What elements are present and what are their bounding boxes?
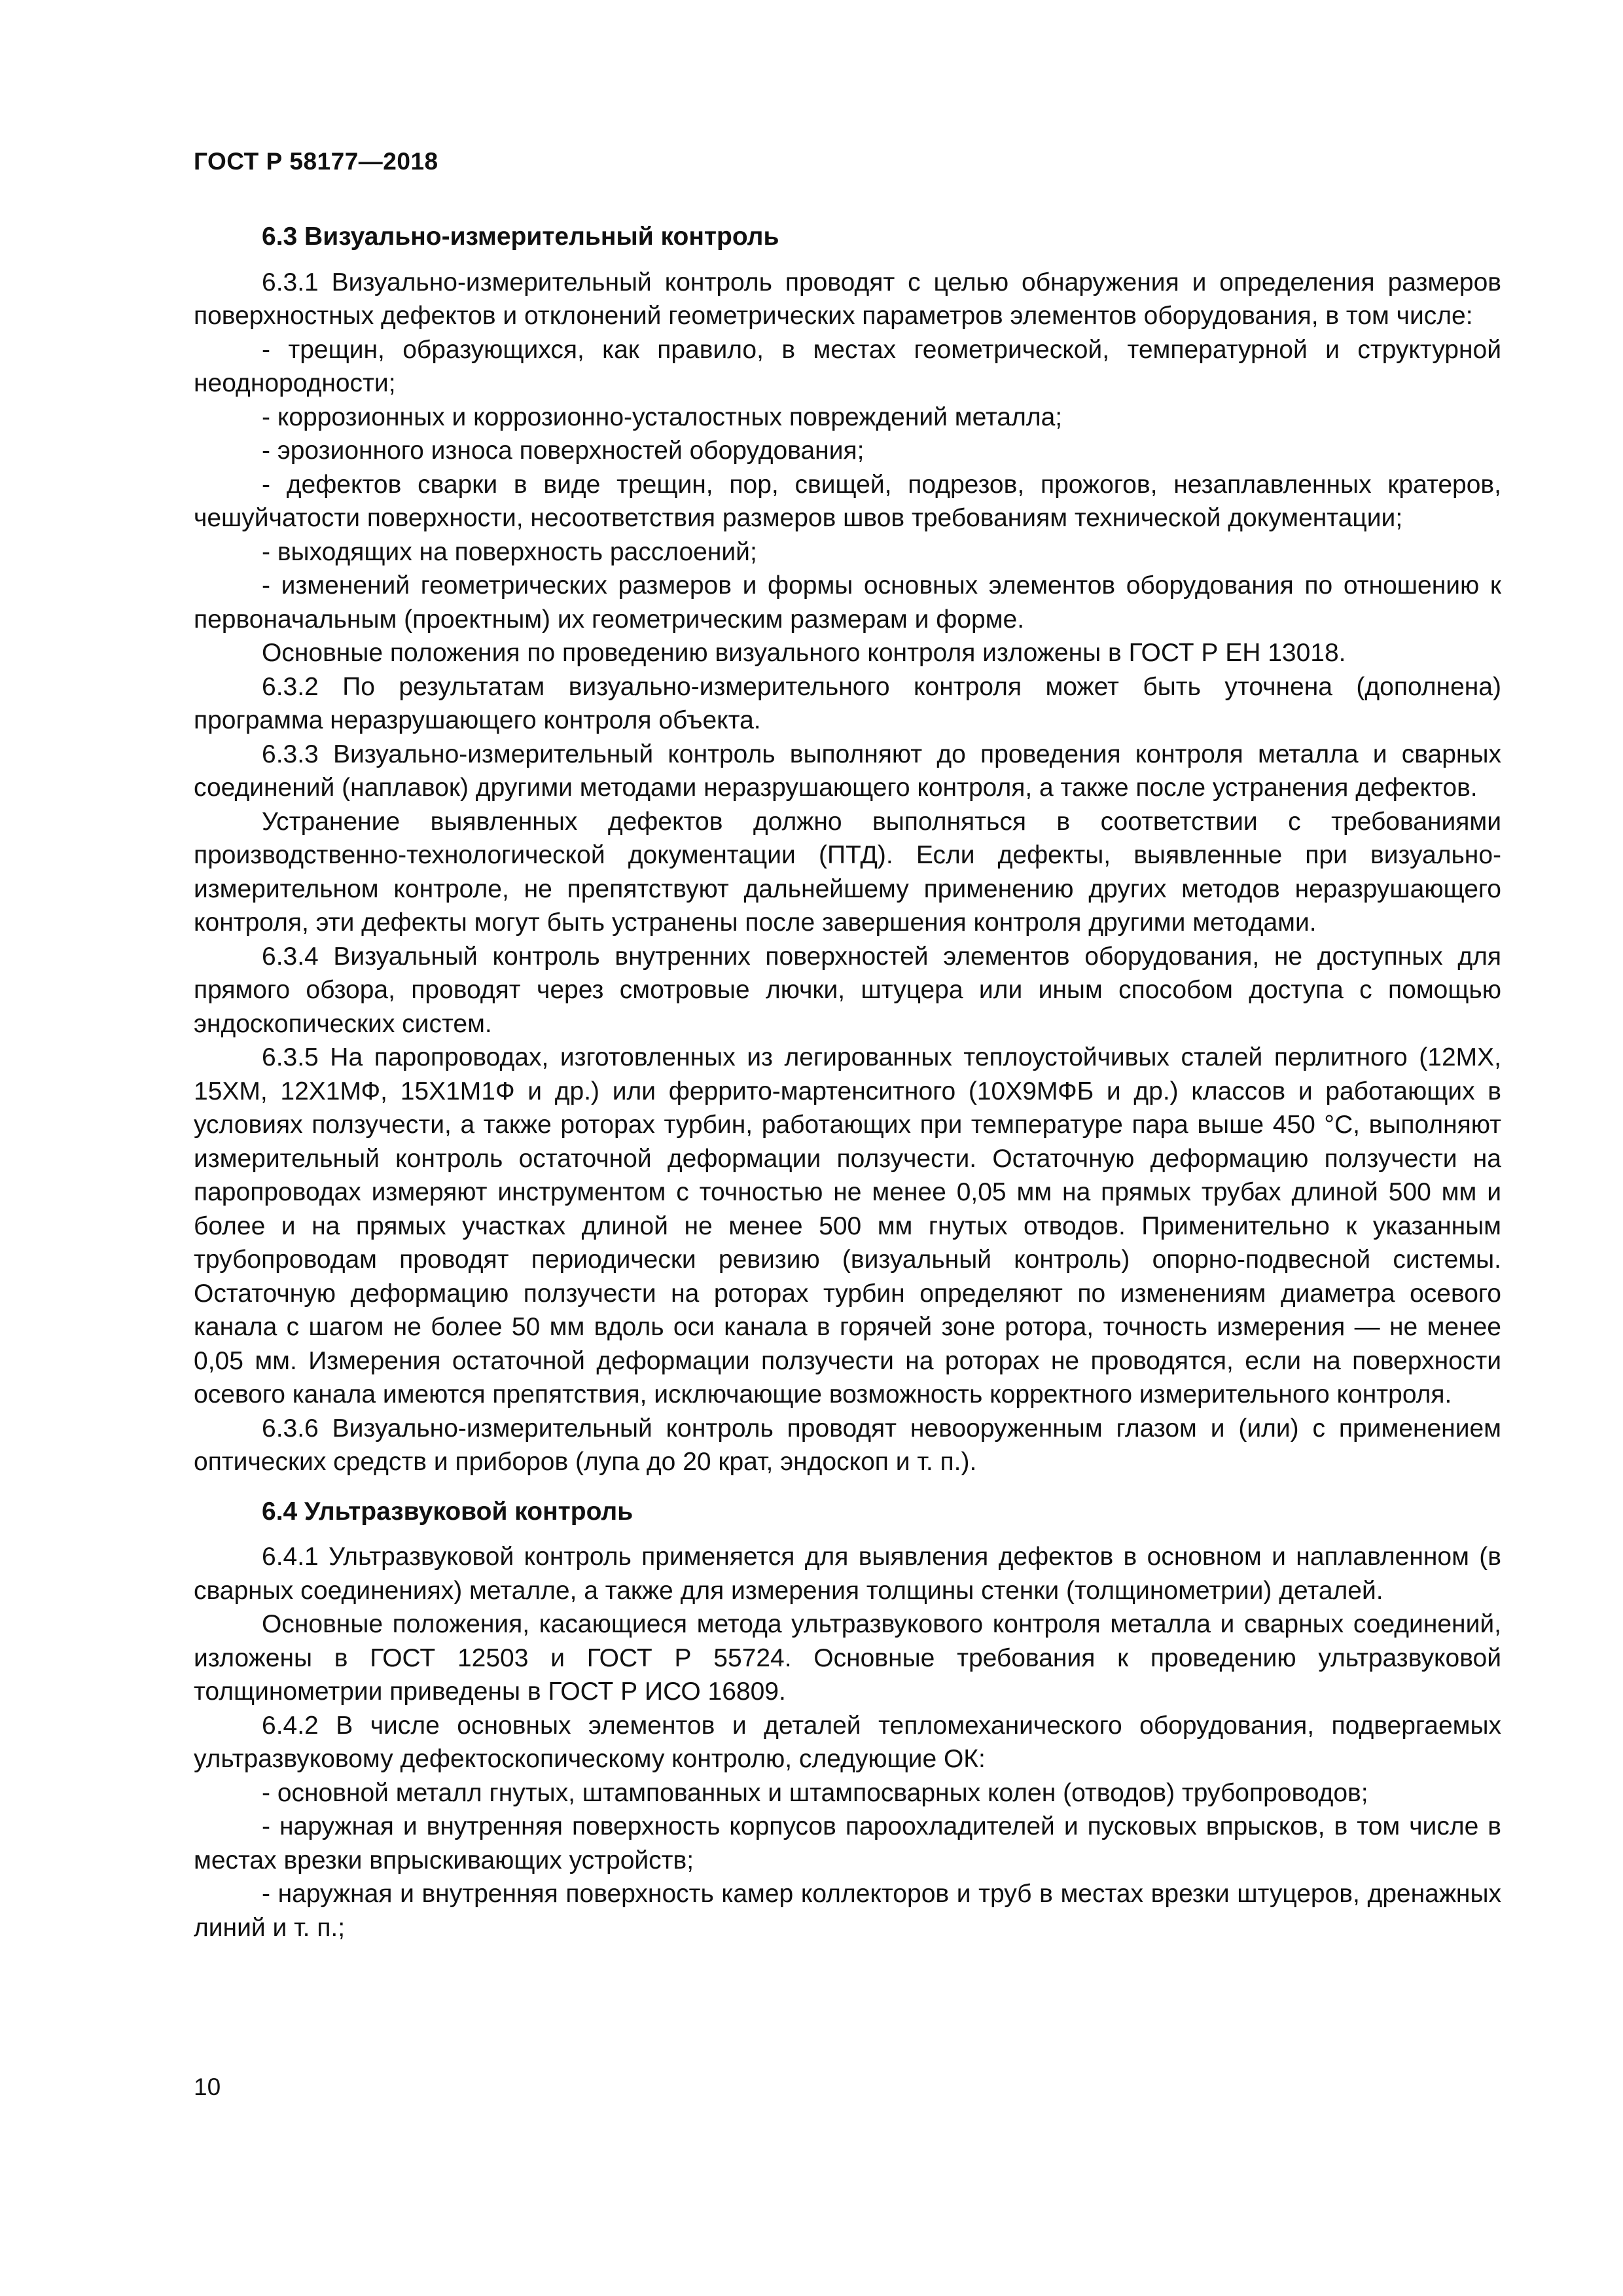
paragraph: 6.3.5 На паропроводах, изготовленных из легированных теплоустойчивых сталей перлитного (12МХ, 15ХМ, 12Х1МФ, 15Х1М1Ф и др.) или феррито-мартенситного (10Х9МФБ и др.) классов и работающих в условиях ползучести, а также роторах турбин, работающих при температуре пара выше 450 °С, выполняют измерительный контроль остаточной деформации ползучести. Остаточную деформацию ползучести на паропроводах измеряют инструментом с точностью не менее 0,05 мм на прямых трубах длиной 500 мм и более и на прямых участках длиной не менее 500 мм гнутых отводов. Применительно к указанным трубопроводам проводят периодически ревизию (визуальный контроль) опорно-подвесной системы. Остаточную деформацию ползучести на роторах турбин определяют по изменениям диаметра осевого канала с шагом не более 50 мм вдоль оси канала в горячей зоне ротора, точность измерения — не менее 0,05 мм. Измерения остаточной деформации ползучести на роторах не проводятся, если на поверхности осевого канала имеются препятствия, исключающие возможность корректного измерительного контроля.: [194, 1043, 1501, 1408]
list-item: - эрозионного износа поверхностей оборудования;: [262, 437, 865, 465]
paragraph: 6.3.1 Визуально-измерительный контроль проводят с целью обнаружения и определения размеров поверхностных дефектов и отклонений геометрических параметров элементов оборудования, в том числе:: [194, 268, 1501, 330]
list-item: - наружная и внутренняя поверхность камер коллекторов и труб в местах врезки штуцеров, дренажных линий и т. п.;: [194, 1880, 1501, 1942]
list-item: - выходящих на поверхность расслоений;: [262, 537, 757, 566]
paragraph: 6.3.3 Визуально-измерительный контроль выполняют до проведения контроля металла и сварных соединений (наплавок) другими методами неразрушающего контроля, а также после устранения дефектов.: [194, 740, 1501, 802]
paragraph: 6.4.1 Ультразвуковой контроль применяется для выявления дефектов в основном и наплавленном (в сварных соединениях) металле, а также для измерения толщины стенки (толщинометрии) деталей.: [194, 1543, 1501, 1605]
paragraph: Устранение выявленных дефектов должно выполняться в соответствии с требованиями производственно-технологической документации (ПТД). Если дефекты, выявленные при визуально-измерительном контроле, не препятствуют дальнейшему применению других методов неразрушающего контроля, эти дефекты могут быть устранены после завершения контроля другими методами.: [194, 807, 1501, 937]
list-item: - дефектов сварки в виде трещин, пор, свищей, подрезов, прожогов, незаплавленных кратеров, чешуйчатости поверхности, несоответствия размеров швов требованиям технической документации;: [194, 470, 1501, 532]
section-heading-6-3: 6.3 Визуально-измерительный контроль: [262, 223, 779, 251]
list-item: - изменений геометрических размеров и формы основных элементов оборудования по отношению к первоначальным (проектным) их геометрическим размерам и форме.: [194, 571, 1501, 634]
list-item: - коррозионных и коррозионно-усталостных повреждений металла;: [262, 403, 1063, 431]
page-number: 10: [194, 2073, 221, 2100]
paragraph: 6.3.2 По результатам визуально-измерительного контроля может быть уточнена (дополнена) программа неразрушающего контроля объекта.: [194, 672, 1501, 734]
paragraph: Основные положения по проведению визуального контроля изложены в ГОСТ Р ЕН 13018.: [262, 639, 1346, 667]
document-code: ГОСТ Р 58177—2018: [194, 148, 438, 175]
paragraph: Основные положения, касающиеся метода ультразвукового контроля металла и сварных соединений, изложены в ГОСТ 12503 и ГОСТ Р 55724. Основные требования к проведению ультразвуковой толщинометрии приведены в ГОСТ Р ИСО 16809.: [194, 1610, 1501, 1706]
section-heading-6-4: 6.4 Ультразвуковой контроль: [262, 1497, 633, 1526]
paragraph: 6.4.2 В числе основных элементов и деталей тепломеханического оборудования, подвергаемых ультразвуковому дефектоскопическому контролю, следующие ОК:: [194, 1711, 1501, 1773]
list-item: - наружная и внутренняя поверхность корпусов пароохладителей и пусковых впрысков, в том числе в местах врезки впрыскивающих устройств;: [194, 1812, 1501, 1874]
list-item: - основной металл гнутых, штампованных и штампосварных колен (отводов) трубопроводов;: [262, 1778, 1368, 1807]
list-item: - трещин, образующихся, как правило, в местах геометрической, температурной и структурной неоднородности;: [194, 335, 1501, 397]
paragraph: 6.3.6 Визуально-измерительный контроль проводят невооруженным глазом и (или) с применением оптических средств и приборов (лупа до 20 крат, эндоскоп и т. п.).: [194, 1414, 1501, 1476]
document-body: [194, 220, 1501, 1945]
paragraph: 6.3.4 Визуальный контроль внутренних поверхностей элементов оборудования, не доступных для прямого обзора, проводят через смотровые лючки, штуцера или иным способом доступа с помощью эндоскопических систем.: [194, 942, 1501, 1038]
